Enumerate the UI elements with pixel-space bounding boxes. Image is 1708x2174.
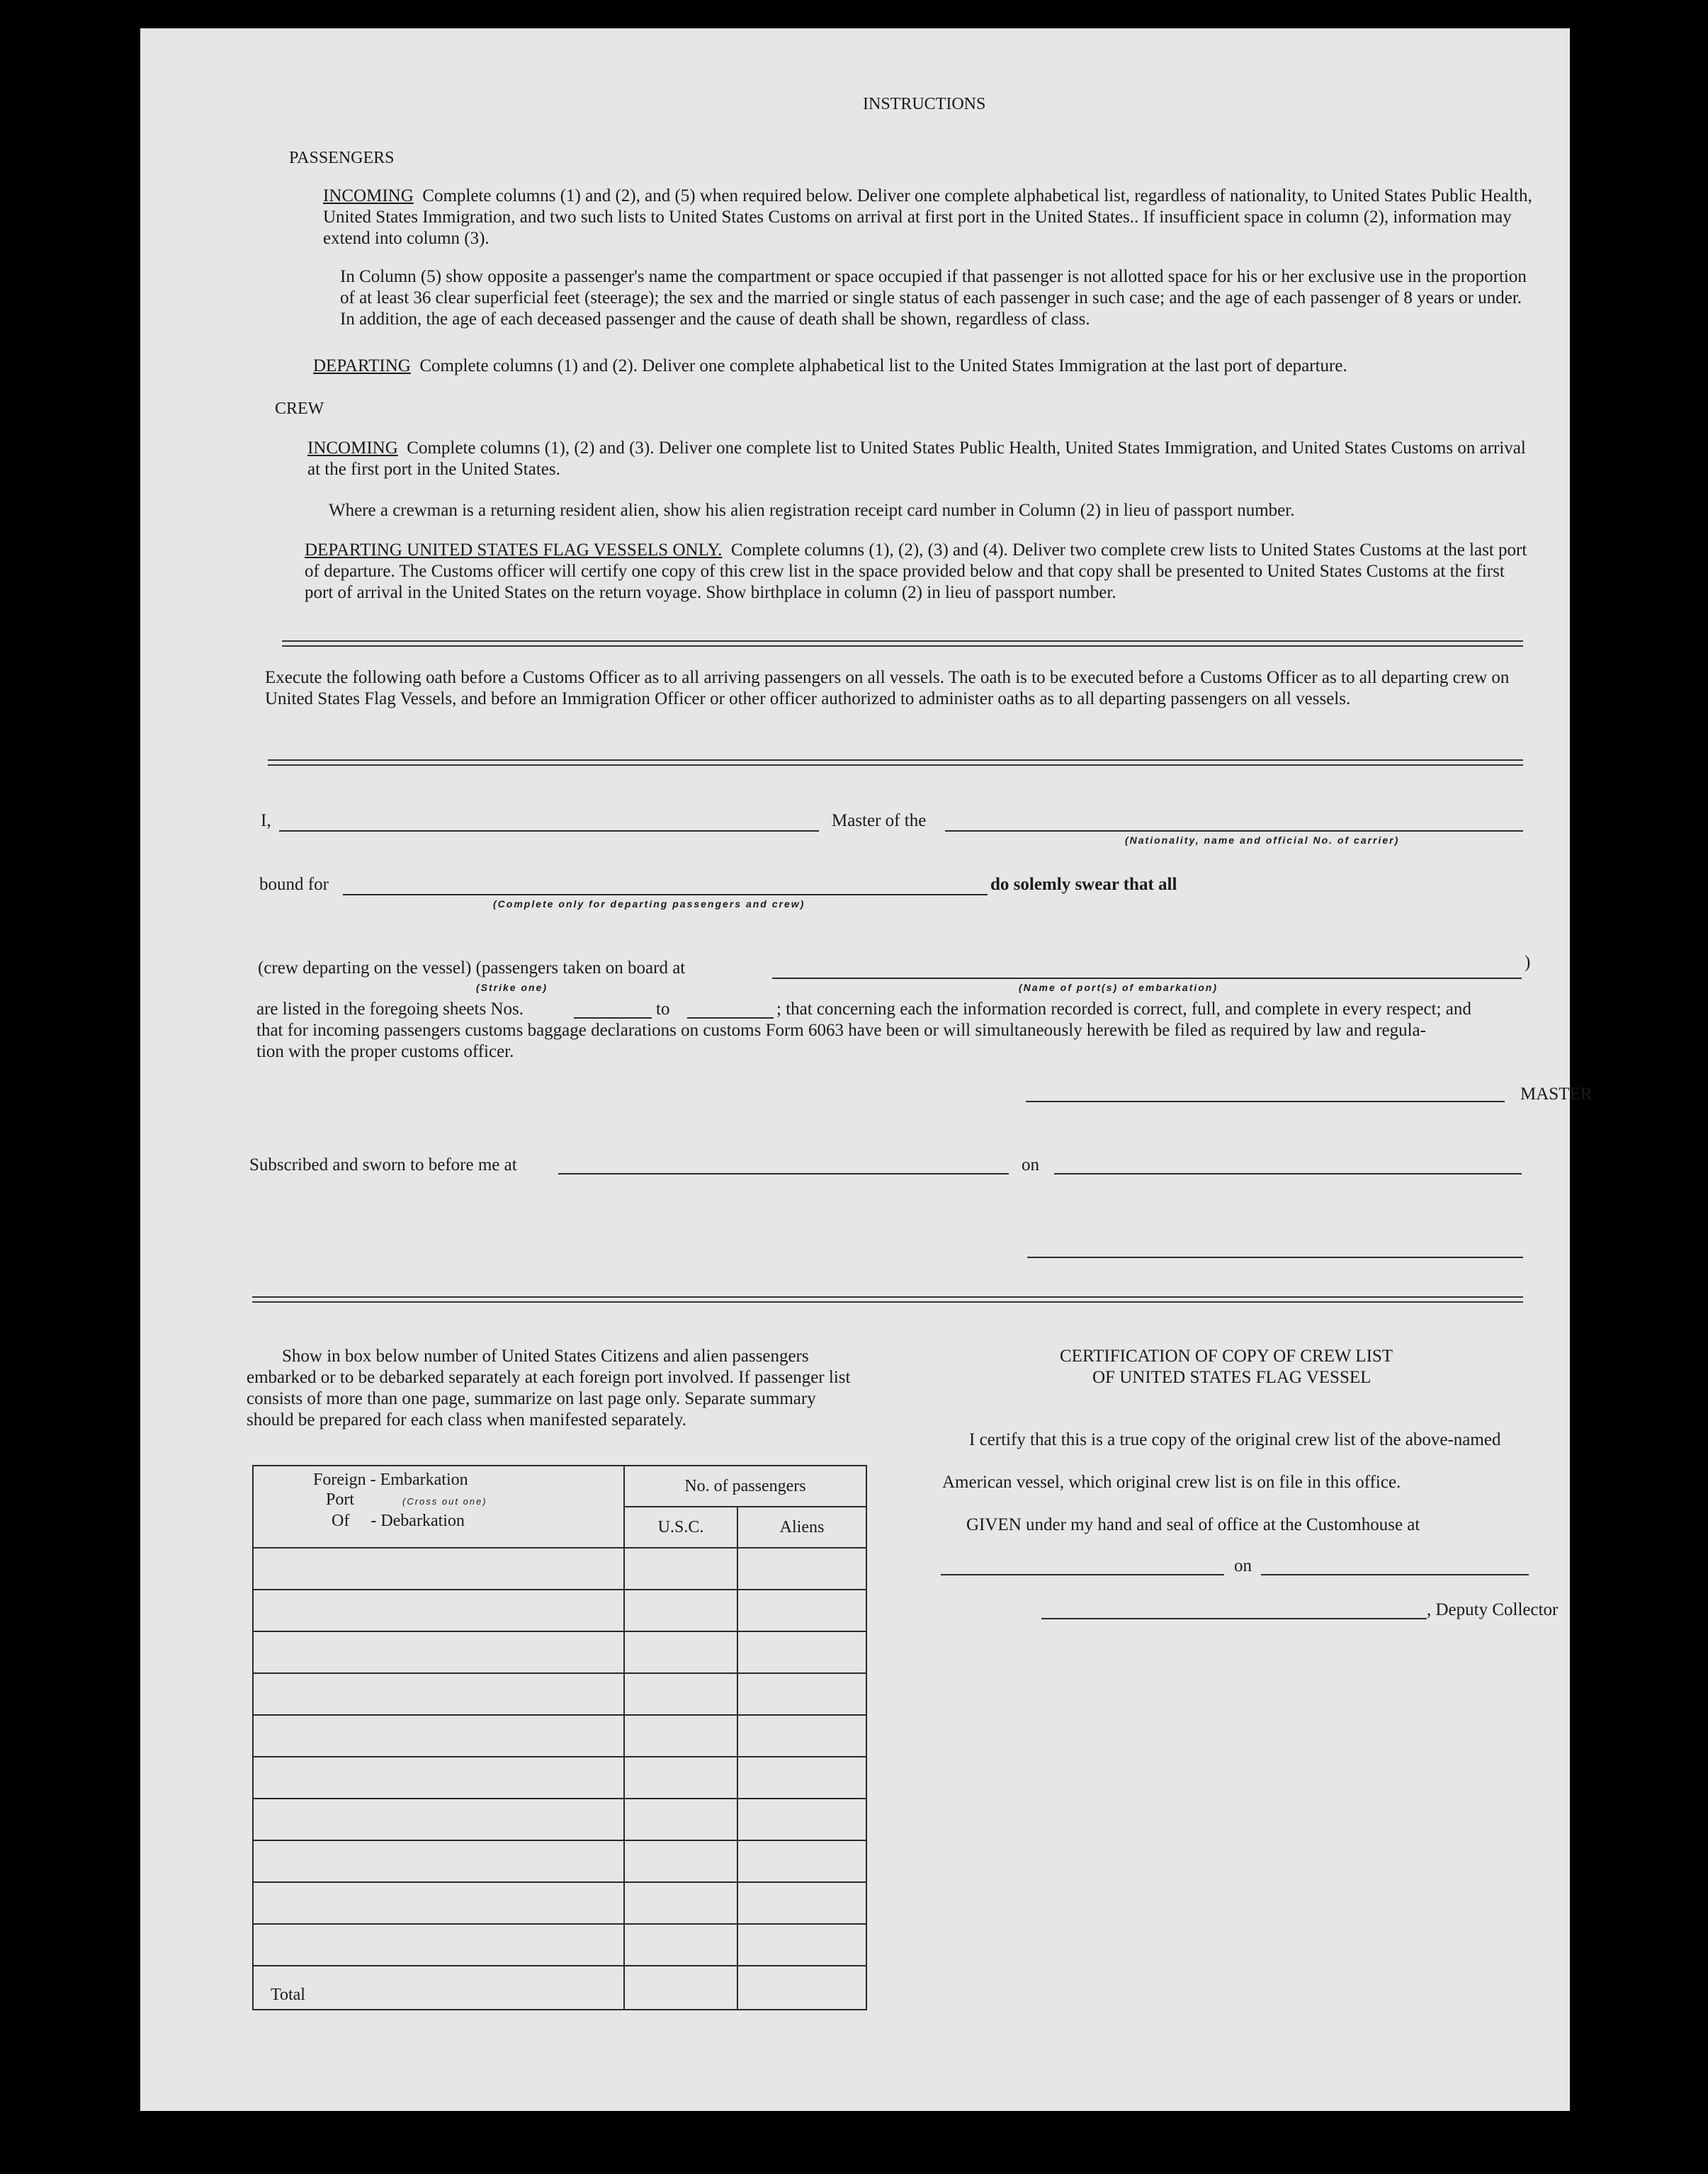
on-label: on (1022, 1155, 1039, 1174)
sworn-date-field[interactable] (1054, 1173, 1522, 1174)
crew-resident-paragraph: Where a crewman is a returning resident alien, show his alien registration receipt card number in Column (2) in lieu of passport number. (329, 501, 1295, 520)
total-label: Total (253, 1966, 624, 2010)
oath-intro: Execute the following oath before a Customs Officer as to all arriving passengers on all vessels. The oath is to be executed before a Customs Officer as to all departing crew on United States Flag Vessels, and before an Immigration Officer or other officer authorized to administer oaths as to all departing passengers on all vessels. (265, 668, 1510, 708)
carrier-field[interactable] (945, 830, 1523, 832)
bound-for-field[interactable] (343, 894, 988, 895)
passengers-column5-paragraph: In Column (5) show opposite a passenger's name the compartment or space occupied if that passenger is not allotted space for his or her exclusive use in the proportion of at least 36 clear superficial feet (steerage); the sex and the married or single status of each passenger in such case; and the age of each passenger of 8 years or under. In addition, the age of each deceased passenger and the cause of death shall be shown, regardless of class. (340, 267, 1527, 329)
port-cell[interactable] (253, 1590, 624, 1631)
port-header-line2: Port (326, 1490, 355, 1509)
port-header-cell (253, 1466, 624, 1548)
passengers-departing-text: Complete columns (1) and (2). Deliver one complete alphabetical list to the United States Immigration at the last port of departure. (419, 356, 1347, 375)
certify-text: I certify that this is a true copy of the original crew list of the above-named (969, 1430, 1501, 1449)
aliens-cell[interactable] (737, 1631, 866, 1673)
port-cell[interactable] (253, 1757, 624, 1799)
section-divider (252, 1296, 1523, 1303)
subscribed-label: Subscribed and sworn to before me at (249, 1155, 517, 1174)
swear-text: do solemly swear that all (990, 875, 1177, 894)
passengers-incoming-paragraph (323, 186, 1533, 249)
master-name-field[interactable] (279, 830, 819, 832)
table-row (253, 1673, 866, 1715)
port-cell[interactable] (253, 1882, 624, 1924)
usc-cell[interactable] (624, 1631, 737, 1673)
usc-cell[interactable] (624, 1673, 737, 1715)
aliens-cell[interactable] (737, 1757, 866, 1799)
strike-caption: (Strike one) (476, 982, 548, 993)
cross-out-caption: (Cross out one) (402, 1496, 487, 1507)
table-row (253, 1882, 866, 1924)
port-header-line3: Of - Debarkation (332, 1512, 465, 1530)
vessel-text: American vessel, which original crew list is on file in this office. (942, 1473, 1401, 1492)
aliens-cell[interactable] (737, 1548, 866, 1590)
crew-heading: CREW (275, 400, 324, 418)
to-label: to (656, 1000, 670, 1019)
table-row (253, 1757, 866, 1799)
usc-cell[interactable] (624, 1799, 737, 1840)
bound-for-label: bound for (259, 875, 329, 894)
port-cell[interactable] (253, 1840, 624, 1882)
table-row (253, 1590, 866, 1631)
port-cell[interactable] (253, 1673, 624, 1715)
crew-departing-text: Complete columns (1), (2), (3) and (4). Deliver two complete crew lists to United States Customs at the last port of departure. The Customs officer will certify one copy of this crew list in the space provided below and that copy shall be presented to United States Customs at the first port of arrival in the United States on the return voyage. Show birthplace in column (2) in lieu of passport number. (305, 540, 1527, 602)
instructions-title: INSTRUCTIONS (863, 95, 986, 113)
section-divider (282, 640, 1523, 647)
table-row (253, 1715, 866, 1757)
port-cell[interactable] (253, 1548, 624, 1590)
passenger-summary-table (252, 1465, 867, 2010)
port-cell[interactable] (253, 1924, 624, 1966)
aliens-total-cell[interactable] (737, 1966, 866, 2010)
officer-signature-field[interactable] (1027, 1257, 1523, 1258)
summary-instructions: Show in box below number of United States Citizens and alien passengers embarked or to be debarked separately at each foreign port involved. If passenger list consists of more than one page, summarize on last page only. Separate summary should be prepared for each class when manifested separately. (247, 1347, 851, 1429)
usc-cell[interactable] (624, 1882, 737, 1924)
departing-caption: (Complete only for departing passengers and crew) (493, 898, 805, 910)
master-label: MASTER (1520, 1085, 1593, 1104)
crew-departing-text: (crew departing on the vessel) (passengers taken on board at (258, 958, 686, 978)
usc-cell[interactable] (624, 1548, 737, 1590)
listed-text-1: ; that concerning each the information recorded is correct, full, and complete in every respect; and (776, 1000, 1471, 1019)
sworn-place-field[interactable] (558, 1173, 1009, 1174)
passengers-incoming-label: INCOMING (323, 186, 414, 205)
form-page (140, 28, 1593, 2111)
embarkation-port-field[interactable] (772, 978, 1522, 979)
certification-title-line2: OF UNITED STATES FLAG VESSEL (1092, 1368, 1372, 1387)
aliens-cell[interactable] (737, 1590, 866, 1631)
crew-departing-paragraph (305, 540, 1537, 604)
table-row (253, 1924, 866, 1966)
aliens-cell[interactable] (737, 1673, 866, 1715)
oath-i-label: I, (261, 811, 271, 830)
port-cell[interactable] (253, 1631, 624, 1673)
usc-cell[interactable] (624, 1715, 737, 1757)
aliens-cell[interactable] (737, 1799, 866, 1840)
deputy-collector-label: , Deputy Collector (1427, 1600, 1559, 1619)
usc-cell[interactable] (624, 1590, 737, 1631)
nationality-caption: (Nationality, name and official No. of carrier) (1125, 834, 1400, 846)
certification-title-line1: CERTIFICATION OF COPY OF CREW LIST (1060, 1347, 1393, 1366)
usc-total-cell[interactable] (624, 1966, 737, 2010)
aliens-cell[interactable] (737, 1924, 866, 1966)
port-cell[interactable] (253, 1799, 624, 1840)
sheet-from-field[interactable] (574, 1017, 652, 1019)
aliens-header: Aliens (737, 1507, 866, 1548)
port-cell[interactable] (253, 1715, 624, 1757)
usc-header: U.S.C. (624, 1507, 737, 1548)
crew-incoming-text: Complete columns (1), (2) and (3). Deliver one complete list to United States Public Health, United States Immigration, and United States Customs on arrival at the first port in the United States. (307, 438, 1526, 479)
certification-date-field[interactable] (1261, 1574, 1529, 1575)
usc-cell[interactable] (624, 1924, 737, 1966)
aliens-cell[interactable] (737, 1840, 866, 1882)
listed-prefix: are listed in the foregoing sheets Nos. (256, 1000, 524, 1019)
passengers-incoming-text: Complete columns (1) and (2), and (5) when required below. Deliver one complete alphabetical list, regardless of nationality, to United States Public Health, United States Immigration, and two such lists to United States Customs on arrival at first port in the United States.. If insufficient space in column (2), information may extend into column (3). (323, 186, 1532, 248)
aliens-cell[interactable] (737, 1715, 866, 1757)
table-row (253, 1631, 866, 1673)
section-divider (268, 759, 1523, 766)
listed-text-2: that for incoming passengers customs baggage declarations on customs Form 6063 have been or will simultaneously herewith be filed as required by law and regula- (256, 1021, 1426, 1040)
crew-departing-label: DEPARTING UNITED STATES FLAG VESSELS ONLY. (305, 540, 723, 560)
deputy-signature-field[interactable] (1041, 1618, 1427, 1619)
sheet-to-field[interactable] (687, 1017, 774, 1019)
table-row (253, 1840, 866, 1882)
usc-cell[interactable] (624, 1840, 737, 1882)
passengers-header: No. of passengers (624, 1466, 866, 1507)
customhouse-field[interactable] (941, 1574, 1224, 1575)
master-signature-field[interactable] (1026, 1101, 1505, 1102)
table-row (253, 1548, 866, 1590)
ports-caption: (Name of port(s) of embarkation) (1019, 982, 1218, 993)
passengers-departing-paragraph (313, 356, 1532, 377)
passengers-heading: PASSENGERS (289, 149, 395, 167)
port-header-line1: Foreign - Embarkation (313, 1471, 468, 1489)
close-paren: ) (1525, 953, 1531, 972)
given-text: GIVEN under my hand and seal of office at the Customhouse at (966, 1515, 1420, 1534)
aliens-cell[interactable] (737, 1882, 866, 1924)
crew-incoming-paragraph (307, 438, 1526, 480)
certification-on-label: on (1234, 1556, 1252, 1575)
passengers-departing-label: DEPARTING (313, 356, 411, 375)
crew-incoming-label: INCOMING (307, 438, 398, 458)
total-row (253, 1966, 866, 2010)
listed-text-3: tion with the proper customs officer. (256, 1042, 514, 1061)
usc-cell[interactable] (624, 1757, 737, 1799)
table-row (253, 1799, 866, 1840)
master-of-label: Master of the (832, 811, 927, 830)
